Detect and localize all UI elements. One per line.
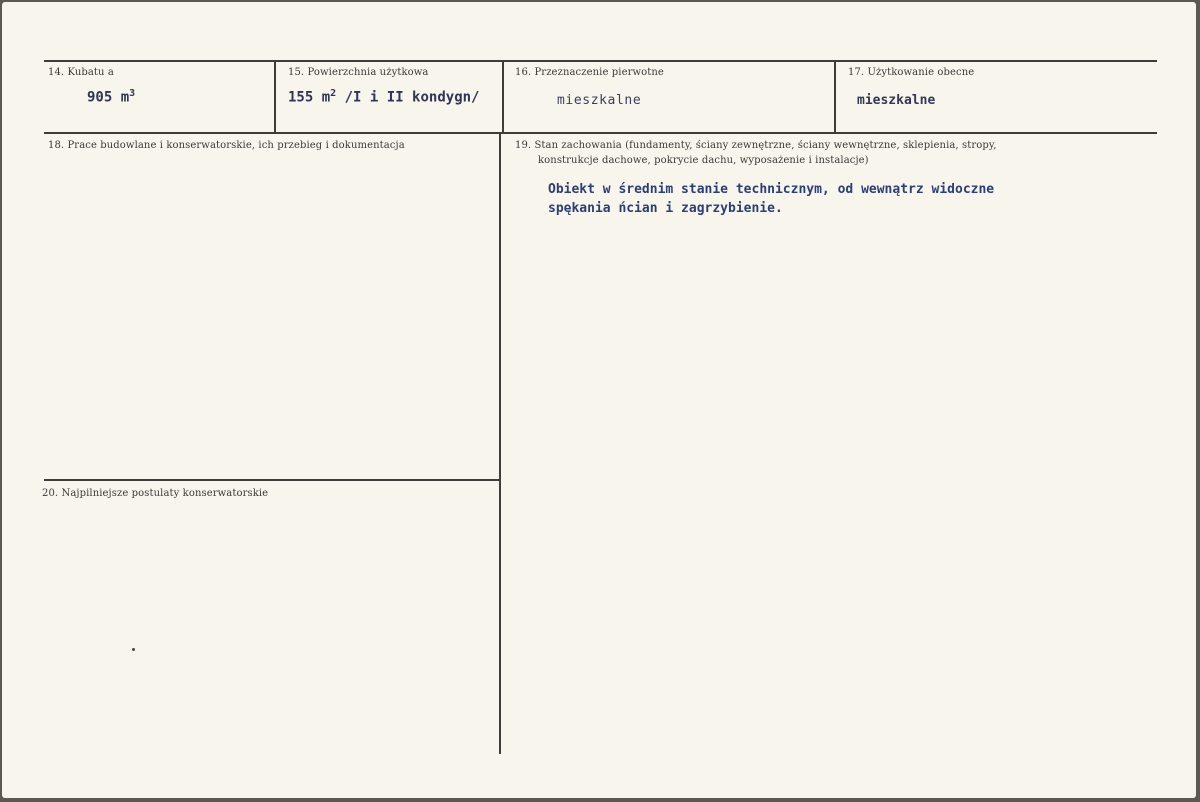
field-19-label-line1: 19. Stan zachowania (fundamenty, ściany zewnętrzne, ściany wewnętrzne, sklepienia, stropy, [515,140,997,151]
divider-14-15 [274,62,276,132]
record-card [2,2,1196,798]
field-16-value: mieszkalne [557,93,642,108]
field-14-value: 905 $m^3$ [87,88,136,106]
field-19-label-line2: konstrukcje dachowe, pokrycie dachu, wyposażenie i instalacje) [538,155,869,166]
field-15-value: 155 $m^2$ /I i II kondygn/ [288,88,480,106]
field-19-text-line2: spękania ńcian i zagrzybienie. [548,201,783,216]
top-rule [44,60,1157,62]
field-17-value: mieszkalne [857,93,936,108]
section-18-20-rule [44,479,499,481]
header-row-bottom-rule [44,132,1157,134]
paper-speck [132,648,135,651]
divider-15-16 [502,62,504,132]
field-14-label: 14. Kubatu a [48,67,114,78]
field-15-label: 15. Powierzchnia użytkowa [288,67,429,78]
field-20-label: 20. Najpilniejsze postulaty konserwatorskie [42,488,269,499]
field-16-label: 16. Przeznaczenie pierwotne [515,67,664,78]
field-19-text-line1: Obiekt w średnim stanie technicznym, od wewnątrz widoczne [548,182,995,197]
field-17-label: 17. Użytkowanie obecne [848,67,975,78]
divider-main-column [499,134,501,754]
field-18-label: 18. Prace budowlane i konserwatorskie, ich przebieg i dokumentacja [48,140,405,151]
divider-16-17 [834,62,836,132]
